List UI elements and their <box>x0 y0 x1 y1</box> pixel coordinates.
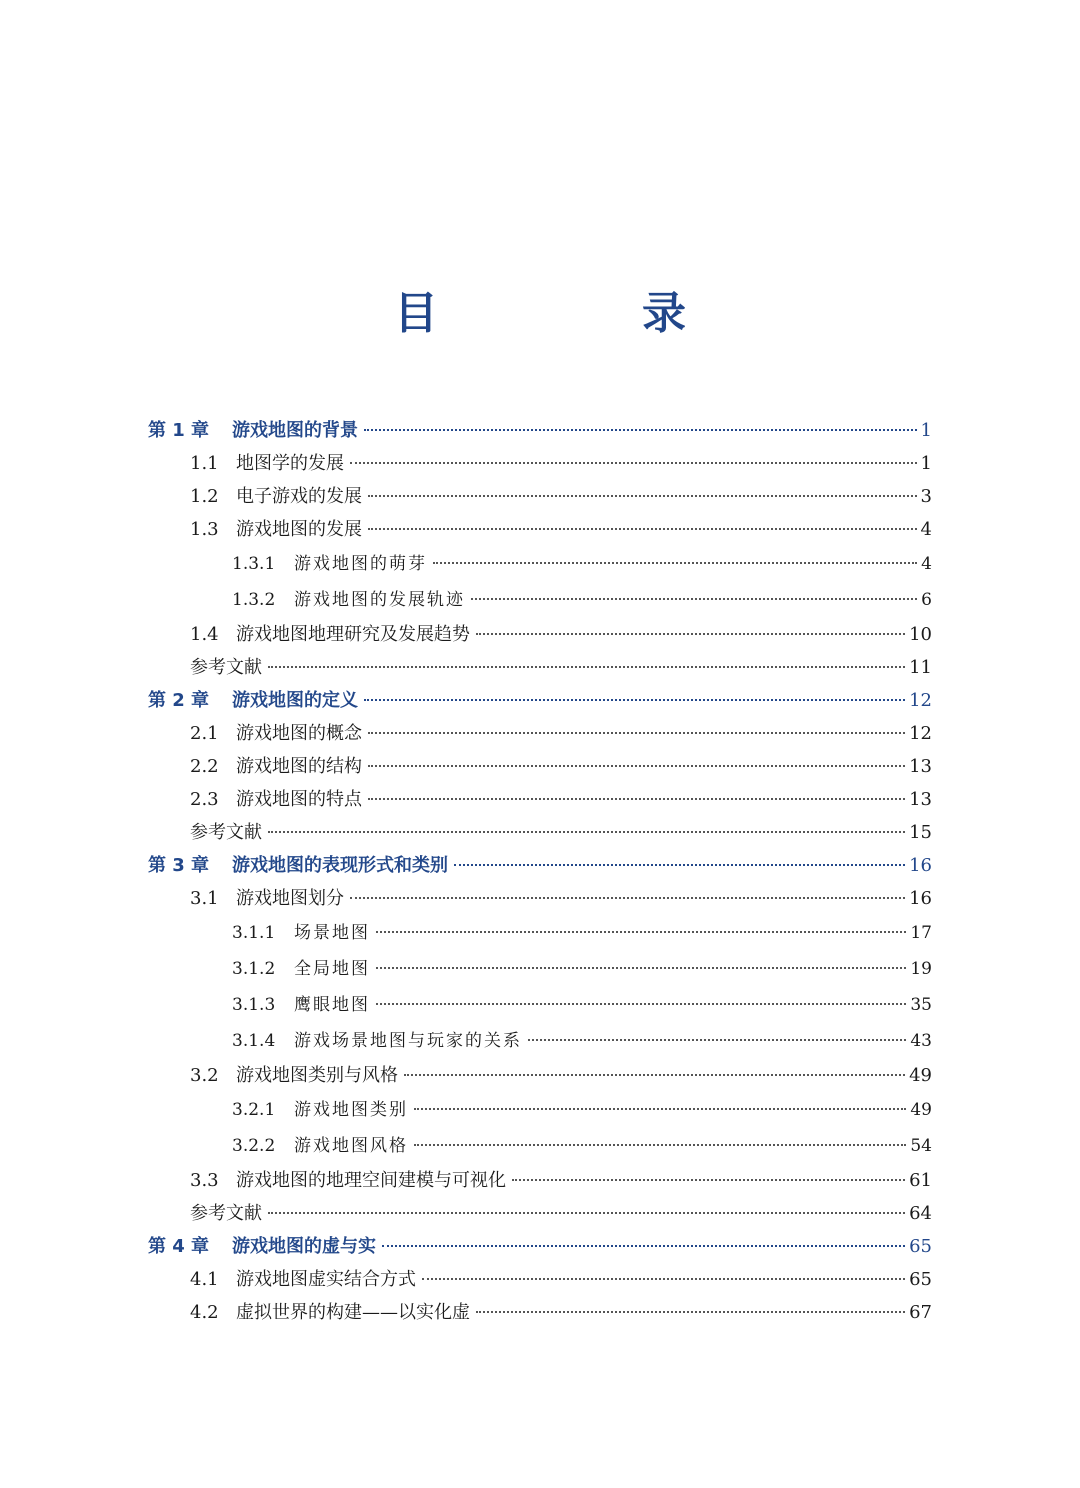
toc-dot-leader <box>471 598 917 600</box>
toc-page-number: 17 <box>910 923 932 943</box>
toc-dot-leader <box>368 765 905 767</box>
toc-dot-leader <box>376 967 906 969</box>
toc-section-entry[interactable] <box>148 1128 932 1164</box>
toc-entry-number: 3.1.4 <box>232 1031 276 1051</box>
toc-entry-title: 游戏地图的萌芽 <box>294 554 427 574</box>
toc-dot-leader <box>368 495 917 497</box>
toc-entry-title: 游戏地图的发展 <box>236 519 362 540</box>
toc-dot-leader <box>528 1039 906 1041</box>
toc-dot-leader <box>404 1074 905 1076</box>
toc-entry-number: 2.3 <box>190 789 219 810</box>
table-of-contents <box>148 414 932 1329</box>
toc-entry-number: 1.3.1 <box>232 554 276 574</box>
toc-page-number: 13 <box>909 789 932 810</box>
toc-entry-number: 3.3 <box>190 1170 219 1191</box>
toc-entry-title: 参考文献 <box>190 657 262 678</box>
toc-section-entry[interactable] <box>148 1092 932 1128</box>
toc-entry-number: 1.3 <box>190 519 219 540</box>
toc-entry-number: 3.2.1 <box>232 1100 276 1120</box>
toc-entry-title: 场景地图 <box>294 923 370 943</box>
toc-entry-title: 全局地图 <box>294 959 370 979</box>
toc-page-number: 19 <box>910 959 932 979</box>
toc-dot-leader <box>350 897 905 899</box>
toc-entry-number: 1.2 <box>190 486 219 507</box>
toc-chapter-entry[interactable] <box>148 849 932 882</box>
toc-dot-leader <box>454 864 905 866</box>
toc-entry-number: 第 2 章 <box>148 690 210 711</box>
toc-entry-title: 鹰眼地图 <box>294 995 370 1015</box>
toc-page-number: 64 <box>909 1203 932 1224</box>
toc-page-number: 65 <box>909 1269 932 1290</box>
toc-chapter-entry[interactable] <box>148 1230 932 1263</box>
toc-page-number: 4 <box>921 554 932 574</box>
toc-entry-number: 3.1.2 <box>232 959 276 979</box>
toc-dot-leader <box>350 462 917 464</box>
toc-entry-number: 4.2 <box>190 1302 219 1323</box>
toc-dot-leader <box>268 831 905 833</box>
toc-dot-leader <box>512 1179 905 1181</box>
toc-entry-number: 第 4 章 <box>148 1236 210 1257</box>
toc-page-number: 6 <box>921 590 932 610</box>
toc-section-entry[interactable] <box>148 582 932 618</box>
toc-page-number: 12 <box>909 690 932 711</box>
toc-chapter-entry[interactable] <box>148 684 932 717</box>
toc-page-number: 16 <box>909 855 932 876</box>
toc-section-entry[interactable] <box>148 480 932 513</box>
toc-entry-title: 参考文献 <box>190 822 262 843</box>
toc-dot-leader <box>368 732 905 734</box>
toc-references-entry[interactable] <box>148 651 932 684</box>
toc-entry-number: 1.1 <box>190 453 219 474</box>
toc-entry-number: 1.3.2 <box>232 590 276 610</box>
toc-section-entry[interactable] <box>148 447 932 480</box>
toc-page-number: 49 <box>910 1100 932 1120</box>
toc-entry-number: 3.1.3 <box>232 995 276 1015</box>
toc-entry-number: 第 3 章 <box>148 855 210 876</box>
toc-entry-title: 游戏地图划分 <box>236 888 344 909</box>
toc-entry-number: 3.2 <box>190 1065 219 1086</box>
toc-dot-leader <box>433 562 917 564</box>
toc-section-entry[interactable] <box>148 546 932 582</box>
toc-entry-number: 3.1.1 <box>232 923 276 943</box>
toc-section-entry[interactable] <box>148 1059 932 1092</box>
toc-dot-leader <box>376 931 906 933</box>
toc-dot-leader <box>376 1003 906 1005</box>
toc-entry-title: 游戏地图的概念 <box>236 723 362 744</box>
toc-entry-title: 游戏地图类别 <box>294 1100 408 1120</box>
toc-dot-leader <box>368 528 917 530</box>
toc-page-number: 15 <box>909 822 932 843</box>
toc-section-entry[interactable] <box>148 1023 932 1059</box>
toc-entry-title: 游戏地图的特点 <box>236 789 362 810</box>
toc-page-number: 49 <box>909 1065 932 1086</box>
toc-page-number: 11 <box>909 657 932 678</box>
toc-page-number: 54 <box>910 1136 932 1156</box>
toc-entry-title: 游戏场景地图与玩家的关系 <box>294 1031 522 1051</box>
toc-section-entry[interactable] <box>148 1263 932 1296</box>
toc-entry-title: 地图学的发展 <box>236 453 344 474</box>
toc-entry-title: 游戏地图类别与风格 <box>236 1065 398 1086</box>
toc-dot-leader <box>382 1245 905 1247</box>
toc-dot-leader <box>268 666 905 668</box>
toc-section-entry[interactable] <box>148 618 932 651</box>
toc-entry-number: 3.2.2 <box>232 1136 276 1156</box>
toc-section-entry[interactable] <box>148 915 932 951</box>
toc-page-number: 1 <box>920 420 932 441</box>
toc-entry-number: 2.1 <box>190 723 219 744</box>
toc-page-number: 4 <box>920 519 932 540</box>
toc-page-number: 35 <box>910 995 932 1015</box>
toc-page-number: 43 <box>910 1031 932 1051</box>
toc-entry-title: 虚拟世界的构建——以实化虚 <box>236 1302 470 1323</box>
toc-page-number: 67 <box>909 1302 932 1323</box>
toc-entry-title: 游戏地图的表现形式和类别 <box>232 855 448 876</box>
toc-page-number: 16 <box>909 888 932 909</box>
toc-section-entry[interactable] <box>148 987 932 1023</box>
toc-section-entry[interactable] <box>148 882 932 915</box>
toc-entry-title: 电子游戏的发展 <box>236 486 362 507</box>
toc-entry-title: 游戏地图虚实结合方式 <box>236 1269 416 1290</box>
toc-entry-title: 游戏地图的地理空间建模与可视化 <box>236 1170 506 1191</box>
toc-page-number: 13 <box>909 756 932 777</box>
toc-section-entry[interactable] <box>148 1296 932 1329</box>
toc-page-number: 10 <box>909 624 932 645</box>
toc-entry-title: 游戏地图的背景 <box>232 420 358 441</box>
toc-chapter-entry[interactable] <box>148 414 932 447</box>
toc-section-entry[interactable] <box>148 750 932 783</box>
toc-dot-leader <box>476 633 905 635</box>
toc-page-number: 65 <box>909 1236 932 1257</box>
toc-entry-number: 1.4 <box>190 624 219 645</box>
toc-references-entry[interactable] <box>148 816 932 849</box>
toc-dot-leader <box>414 1144 906 1146</box>
toc-entry-title: 游戏地图地理研究及发展趋势 <box>236 624 470 645</box>
toc-dot-leader <box>368 798 905 800</box>
toc-entry-number: 第 1 章 <box>148 420 210 441</box>
toc-dot-leader <box>476 1311 905 1313</box>
toc-entry-number: 3.1 <box>190 888 219 909</box>
toc-dot-leader <box>414 1108 906 1110</box>
toc-entry-title: 游戏地图的发展轨迹 <box>294 590 465 610</box>
toc-section-entry[interactable] <box>148 783 932 816</box>
toc-section-entry[interactable] <box>148 1164 932 1197</box>
toc-entry-title: 参考文献 <box>190 1203 262 1224</box>
toc-entry-title: 游戏地图的虚与实 <box>232 1236 376 1257</box>
toc-page-number: 3 <box>920 486 932 507</box>
toc-entry-title: 游戏地图风格 <box>294 1136 408 1156</box>
toc-page-number: 1 <box>920 453 932 474</box>
toc-section-entry[interactable] <box>148 717 932 750</box>
toc-entry-title: 游戏地图的结构 <box>236 756 362 777</box>
toc-dot-leader <box>268 1212 905 1214</box>
toc-entry-number: 2.2 <box>190 756 219 777</box>
toc-references-entry[interactable] <box>148 1197 932 1230</box>
toc-page-number: 61 <box>909 1170 932 1191</box>
toc-page-number: 12 <box>909 723 932 744</box>
toc-section-entry[interactable] <box>148 513 932 546</box>
toc-dot-leader <box>364 429 917 431</box>
page-title: 目 录 <box>394 288 766 339</box>
toc-entry-number: 4.1 <box>190 1269 219 1290</box>
toc-dot-leader <box>422 1278 905 1280</box>
toc-dot-leader <box>364 699 905 701</box>
toc-entry-title: 游戏地图的定义 <box>232 690 358 711</box>
toc-section-entry[interactable] <box>148 951 932 987</box>
